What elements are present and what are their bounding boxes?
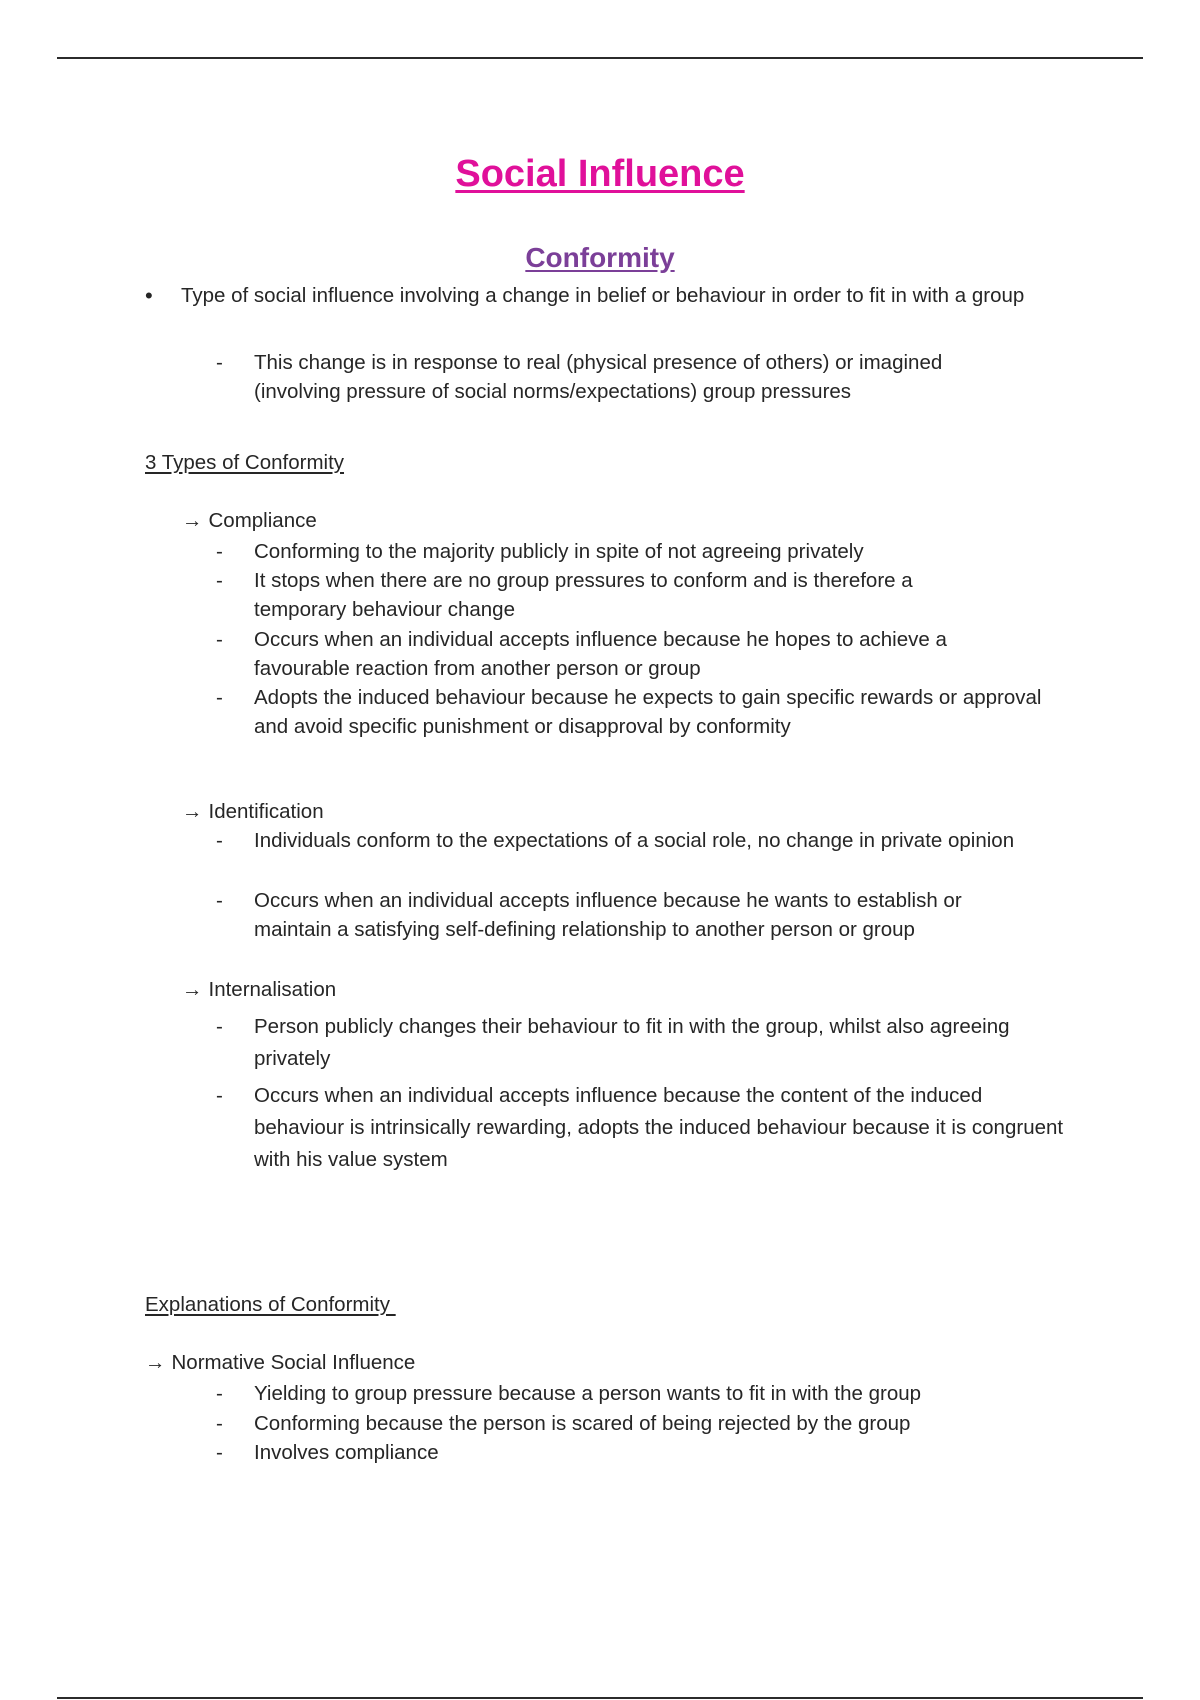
internalisation-label: Internalisation xyxy=(208,978,337,1001)
arrow-right-icon: → xyxy=(145,1351,166,1374)
list-item-text: Adopts the induced behaviour because he expects to gain specific rewards or approval and avoid specific punishment or disapproval by conformity xyxy=(254,686,1042,738)
list-item-text: Occurs when an individual accepts influence because the content of the induced behaviour is intrinsically rewarding, adopts the induced behaviour because it is congruent with his value system xyxy=(254,1084,1064,1171)
compliance-label: Compliance xyxy=(208,509,317,532)
identification-heading xyxy=(182,797,324,826)
list-item-text: Occurs when an individual accepts influence because he wants to establish or maintain a satisfying self-defining relationship to another person or group xyxy=(254,889,962,941)
dash-icon: - xyxy=(216,829,223,852)
explanations-heading: Explanations of Conformity xyxy=(145,1293,396,1316)
list-item-text: Individuals conform to the expectations of a social role, no change in private opinion xyxy=(254,829,1015,852)
identification-label: Identification xyxy=(208,800,324,823)
list-item-text: Conforming to the majority publicly in spite of not agreeing privately xyxy=(254,540,864,563)
normative-label: Normative Social Influence xyxy=(171,1351,416,1374)
intro-bullet-text: Type of social influence involving a change in belief or behaviour in order to fit in with a group xyxy=(181,284,1025,307)
intro-sub-text: This change is in response to real (physical presence of others) or imagined (involving pressure of social norms/expectations) group pressures xyxy=(254,351,943,403)
list-item-text: Involves compliance xyxy=(254,1441,439,1464)
dash-icon: - xyxy=(216,889,223,912)
dash-icon: - xyxy=(216,1015,223,1038)
dash-icon: - xyxy=(216,686,223,709)
dash-icon: - xyxy=(216,1441,223,1464)
internalisation-heading xyxy=(182,975,336,1004)
compliance-heading xyxy=(182,506,317,535)
dash-icon: - xyxy=(216,569,223,592)
dash-icon: - xyxy=(216,628,223,651)
footer-rule xyxy=(57,1697,1143,1699)
section-title-conformity: Conformity xyxy=(525,242,675,273)
dash-icon: - xyxy=(216,351,223,374)
page-title: Social Influence xyxy=(455,153,745,195)
list-item-text: Yielding to group pressure because a person wants to fit in with the group xyxy=(254,1382,922,1405)
types-heading: 3 Types of Conformity xyxy=(145,451,345,474)
dash-icon: - xyxy=(216,540,223,563)
list-item-text: Person publicly changes their behaviour to fit in with the group, whilst also agreeing privately xyxy=(254,1015,1010,1070)
list-item-text: It stops when there are no group pressures to conform and is therefore a temporary behaviour change xyxy=(254,569,913,621)
normative-heading xyxy=(145,1348,415,1377)
bullet-icon: • xyxy=(145,283,153,308)
arrow-right-icon: → xyxy=(182,800,203,823)
list-item-text: Occurs when an individual accepts influence because he hopes to achieve a favourable reaction from another person or group xyxy=(254,628,947,680)
arrow-right-icon: → xyxy=(182,978,203,1001)
dash-icon: - xyxy=(216,1084,223,1107)
list-item-text: Conforming because the person is scared of being rejected by the group xyxy=(254,1412,911,1435)
dash-icon: - xyxy=(216,1382,223,1405)
dash-icon: - xyxy=(216,1412,223,1435)
header-rule xyxy=(57,57,1143,59)
arrow-right-icon: → xyxy=(182,509,203,532)
